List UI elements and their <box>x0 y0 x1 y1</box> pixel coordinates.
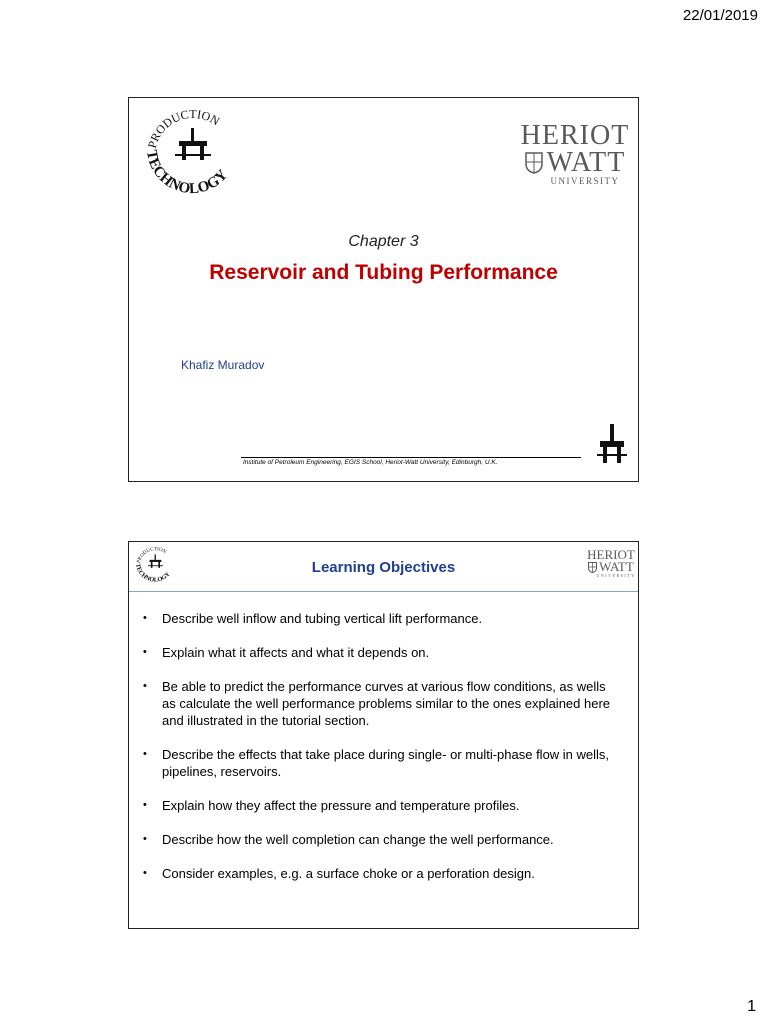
logo-watt-text: WATT <box>546 147 626 178</box>
logo-bottom-text: TECHNOLOGY <box>142 148 232 198</box>
university-crest-icon <box>588 562 597 573</box>
slide-title: Learning Objectives <box>311 559 456 576</box>
logo-watt-text: WATT <box>599 559 634 574</box>
list-item: • Consider examples, e.g. a surface choke or a perforation design. <box>141 865 618 882</box>
list-item: • Describe how the well completion can change the well performance. <box>141 831 618 848</box>
page-number: 1 <box>747 998 756 1015</box>
learning-objectives-slide <box>128 541 639 929</box>
logo-university-text: UNIVERSITY <box>550 176 620 186</box>
oil-rig-icon <box>595 424 629 468</box>
list-item: • Describe the effects that take place during single- or multi-phase flow in wells, pipelines, reservoirs. <box>141 746 618 780</box>
logo-university-text: UNIVERSITY <box>596 573 636 578</box>
heriot-watt-logo <box>519 122 631 186</box>
list-item: • Be able to predict the performance curves at various flow conditions, as wells as calculate the well performance problems similar to the ones explained here and illustrated in the tutorial section. <box>141 678 618 729</box>
title-slide <box>128 97 639 482</box>
slide-title: Reservoir and Tubing Performance <box>209 261 558 284</box>
list-item: • Explain how they affect the pressure and temperature profiles. <box>141 797 618 814</box>
heriot-watt-logo <box>585 548 637 578</box>
author-name: Khafiz Muradov <box>181 358 265 372</box>
logo-heriot-text: HERIOT <box>520 120 630 151</box>
logo-bottom-text: TECHNOLOGY <box>134 563 172 584</box>
chapter-label: Chapter 3 <box>348 233 419 250</box>
logo-heriot-text: HERIOT <box>587 547 635 562</box>
slide-header <box>129 542 638 592</box>
svg-text:TECHNOLOGY <box>143 149 231 197</box>
logo-top-text: PRODUCTION <box>136 547 167 564</box>
logo-top-text: PRODUCTION <box>144 108 223 150</box>
footer-institution: Institute of Petroleum Engineering, EGIS School, Heriot-Watt University, Edinburgh, U.K. <box>243 459 498 466</box>
university-crest-icon <box>525 152 543 174</box>
objectives-list <box>141 610 618 899</box>
list-item: • Describe well inflow and tubing vertical lift performance. <box>141 610 618 627</box>
oil-rig-icon <box>175 128 211 160</box>
list-item: • Explain what it affects and what it depends on. <box>141 644 618 661</box>
production-technology-logo <box>137 108 247 208</box>
footer-divider <box>241 457 581 458</box>
document-date: 22/01/2019 <box>682 7 758 24</box>
